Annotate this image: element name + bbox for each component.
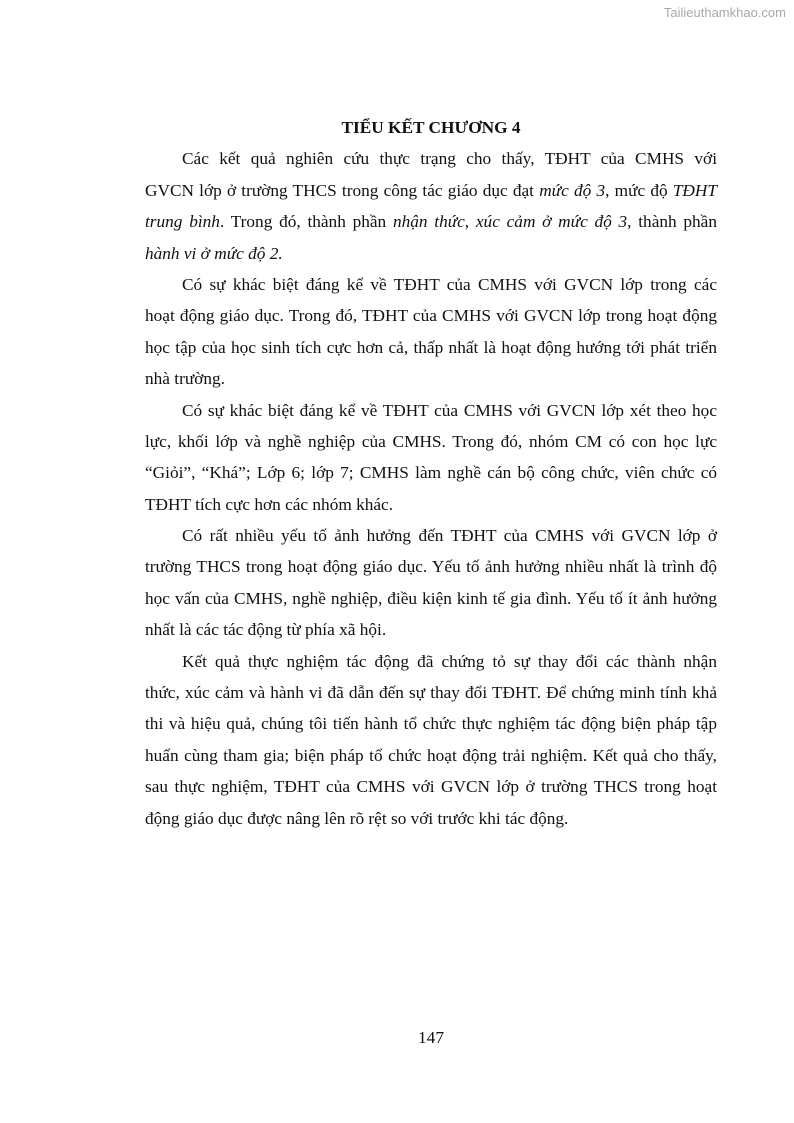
text-line — [145, 740, 717, 771]
text: , thành phần — [627, 212, 717, 232]
page-number: 147 — [418, 1028, 444, 1047]
text: Có sự khác biệt đáng kể về TĐHT của CMHS với GVCN lớp xét theo học — [182, 400, 717, 420]
text: sau thực nghiệm, TĐHT của CMHS với GVCN lớp ở trường THCS trong hoạt — [145, 777, 717, 797]
text-line — [145, 551, 717, 582]
text: trường THCS trong hoạt động giáo dục. Yếu tố ảnh hưởng nhiều nhất là trình độ — [145, 557, 717, 577]
text: TĐHT tích cực hơn các nhóm khác. — [145, 494, 394, 514]
text: “Giỏi”, “Khá”; Lớp 6; lớp 7; CMHS làm nghề cán bộ công chức, viên chức có — [145, 463, 717, 483]
text: học tập của học sinh tích cực hơn cả, thấp nhất là hoạt động hướng tới phát triển — [145, 337, 717, 357]
text: Có sự khác biệt đáng kể về TĐHT của CMHS với GVCN lớp trong các — [182, 274, 717, 294]
text-line — [145, 489, 717, 520]
italic-text: mức độ 3 — [539, 180, 606, 200]
paragraph — [145, 520, 717, 646]
italic-text: nhận thức, xúc cảm ở mức độ 3 — [392, 212, 628, 232]
text: thi và hiệu quả, chúng tôi tiến hành tổ chức thực nghiệm tác động biện pháp tập — [145, 714, 717, 734]
text: nhà trường. — [145, 369, 225, 389]
paragraph — [145, 269, 717, 395]
watermark: Tailieuthamkhao.com — [663, 5, 786, 20]
paragraph — [145, 395, 717, 521]
text: thức, xúc cảm và hành vi đã dẫn đến sự thay đổi TĐHT. Để chứng minh tính khả — [145, 683, 717, 703]
paragraph — [145, 143, 717, 269]
text-line — [145, 269, 717, 300]
text-line — [145, 520, 717, 551]
text-line — [145, 300, 717, 331]
text-line — [145, 206, 717, 237]
text-line — [145, 677, 717, 708]
text: Kết quả thực nghiệm tác động đã chứng tỏ sự thay đổi các thành nhận — [182, 651, 717, 671]
text: động giáo dục được nâng lên rõ rệt so với trước khi tác động. — [145, 808, 569, 828]
paragraphs — [145, 143, 717, 834]
italic-text: hành vi ở mức độ 2. — [145, 243, 283, 263]
italic-text: trung bình — [145, 212, 220, 232]
text-line — [145, 614, 717, 645]
text-line — [145, 708, 717, 739]
text: huấn cùng tham gia; biện pháp tổ chức hoạt động trải nghiệm. Kết quả cho thấy, — [145, 745, 717, 765]
text: lực, khối lớp và nghề nghiệp của CMHS. Trong đó, nhóm CM có con học lực — [145, 431, 717, 451]
text-line — [145, 803, 717, 834]
text: Các kết quả nghiên cứu thực trạng cho thấy, TĐHT của CMHS với — [182, 149, 717, 169]
text: hoạt động giáo dục. Trong đó, TĐHT của CMHS với GVCN lớp trong hoạt động — [145, 306, 717, 326]
text-line — [145, 238, 717, 269]
text-line — [145, 583, 717, 614]
italic-text: TĐHT — [672, 180, 717, 200]
text: , mức độ — [605, 180, 673, 200]
text: nhất là các tác động từ phía xã hội. — [145, 620, 387, 640]
text: GVCN lớp ở trường THCS trong công tác giáo dục đạt — [145, 180, 540, 200]
text-line — [145, 143, 717, 174]
text-line — [145, 363, 717, 394]
text-line — [145, 646, 717, 677]
paragraph — [145, 646, 717, 834]
text-line — [145, 332, 717, 363]
text-line — [145, 175, 717, 206]
text-line — [145, 457, 717, 488]
document-body — [145, 112, 717, 834]
text: Có rất nhiều yếu tố ảnh hưởng đến TĐHT của CMHS với GVCN lớp ở — [182, 526, 717, 546]
text-line — [145, 426, 717, 457]
text-line — [145, 395, 717, 426]
text: học vấn của CMHS, nghề nghiệp, điều kiện kinh tế gia đình. Yếu tố ít ảnh hưởng — [145, 588, 717, 608]
text-line — [145, 771, 717, 802]
text: . Trong đó, thành phần — [219, 212, 393, 232]
chapter-summary-title: TIỂU KẾT CHƯƠNG 4 — [341, 118, 521, 137]
